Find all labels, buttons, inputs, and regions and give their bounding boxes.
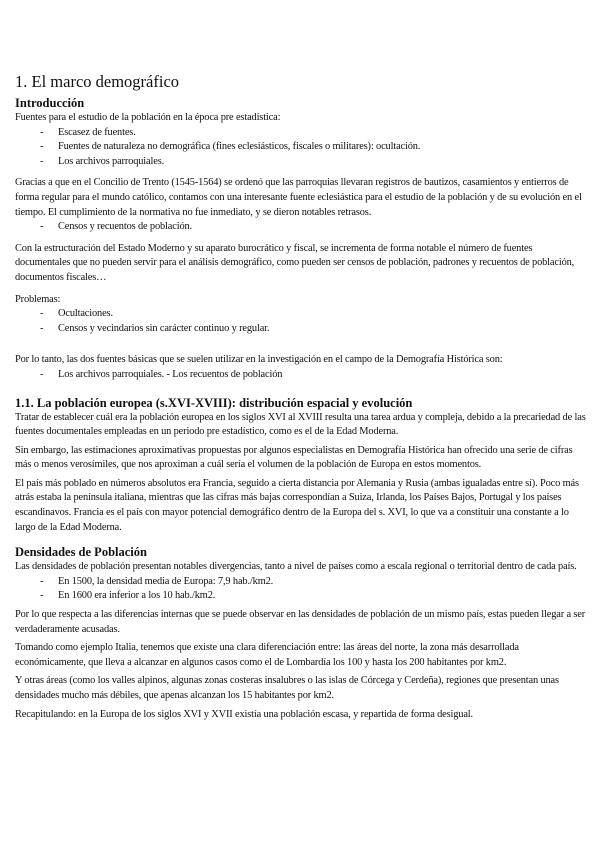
list-item: - Fuentes de naturaleza no demográfica (fines eclesiásticos, fiscales o militares): ocultación. [40, 140, 587, 155]
subsection-paragraph-1: Tratar de establecer cuál era la población europea en los siglos XVI al XVIII resulta una tarea ardua y compleja, debido a la precariedad de las fuentes documentales empleadas en un periodo pre estadístico, como es el de la Edad Moderna. [15, 411, 586, 438]
densidades-paragraph-4: Recapitulando: en la Europa de los siglos XVI y XVII existía una población escasa, y repartida de forma desigual. [15, 708, 473, 720]
estado-paragraph: Con la estructuración del Estado Moderno y su aparato burocrático y fiscal, se incrementa de forma notable el número de fuentes documentales que no pueden servir para el análisis demográfico, como pueden ser censos de población, padrones y recuentos de población, documentos fiscales… [15, 242, 575, 283]
trento-list [15, 220, 587, 235]
intro-list [15, 126, 587, 170]
section-title: 1. El marco demográfico [15, 72, 180, 91]
conclusion-list [15, 368, 587, 383]
densidades-heading: Densidades de Población [15, 545, 147, 560]
list-item: - Escasez de fuentes. [40, 126, 587, 141]
list-item: - Censos y vecindarios sin carácter continuo y regular. [40, 322, 587, 337]
densidades-list [15, 575, 587, 604]
densidades-lead: Las densidades de población presentan notables divergencias, tanto a nivel de países como a escala regional o territorial dentro de cada país. [15, 561, 577, 573]
intro-lead: Fuentes para el estudio de la población en la época pre estadística: [15, 112, 281, 123]
list-item: - Los archivos parroquiales. [40, 155, 587, 170]
densidades-paragraph-3: Y otras áreas (como los valles alpinos, algunas zonas costeras insalubres o las islas de Córcega y Cerdeña), regiones que presentan unas densidades mucho más débiles, que apenas alcanzan los 15 habitantes por km2. [15, 675, 559, 701]
list-item: - Ocultaciones. [40, 307, 587, 322]
densidades-paragraph-1: Por lo que respecta a las diferencias internas que se puede observar en las densidades de población de un mismo país, estas pueden llegar a ser verdaderamente acusadas. [15, 609, 586, 635]
subsection-heading: 1.1. La población europea (s.XVI-XVIII): distribución espacial y evolución [15, 395, 413, 410]
problems-list [15, 307, 587, 336]
intro-heading: Introducción [15, 96, 85, 110]
list-item: - En 1600 era inferior a los 10 hab./km2. [40, 589, 587, 604]
densidades-paragraph-2: Tomando como ejemplo Italia, tenemos que existe una clara diferenciación entre: las áreas del norte, la zona más desarrollada económicamente, que lleva a alcanzar en algunos casos como el de Lombardía los 100 y hasta los 200 habitantes por km2. [15, 642, 519, 668]
subsection-paragraph-3: El país más poblado en números absolutos era Francia, seguido a cierta distancia por Alemania y Rusia (ambas igualadas entre sí). Poco más atrás estaba la península italiana, mientras que las cifras más bajas correspondían a Suiza, Irlanda, los Países Bajos, Portugal y los países escandinavos. Francia es el país con mayor potencial demográfico dentro de la Europa del s. XVI, lo que va a constituir una constante a lo largo de la Edad Moderna. [15, 477, 579, 533]
problems-lead: Problemas: [15, 293, 61, 305]
document-page [15, 72, 587, 722]
trento-paragraph: Gracias a que en el Concilio de Trento (1545-1564) se ordenó que las parroquias llevaran registros de bautizos, casamientos y entierros de forma regular para el mundo católico, contamos con una interesante fuente eclesiástica para el estudio de la población y de su evolución en el tiempo. El cumplimiento de la normativa no fue inmediato, y se dieron notables retrasos. [15, 177, 582, 218]
list-item: - Censos y recuentos de población. [40, 220, 587, 235]
conclusion-paragraph: Por lo tanto, las dos fuentes básicas que se suelen utilizar en la investigación en el campo de la Demografía Histórica son: [15, 354, 503, 366]
list-item: - En 1500, la densidad media de Europa: 7,9 hab./km2. [40, 575, 587, 590]
subsection-paragraph-2: Sin embargo, las estimaciones aproximativas propuestas por algunos especialistas en Demografía Histórica han ofrecido una serie de cifras más o menos verosímiles, que nos aproximan a cuál sería el volumen de la población de Europa en estos momentos. [15, 444, 573, 471]
list-item: - Los archivos parroquiales. - Los recuentos de población [40, 368, 587, 383]
